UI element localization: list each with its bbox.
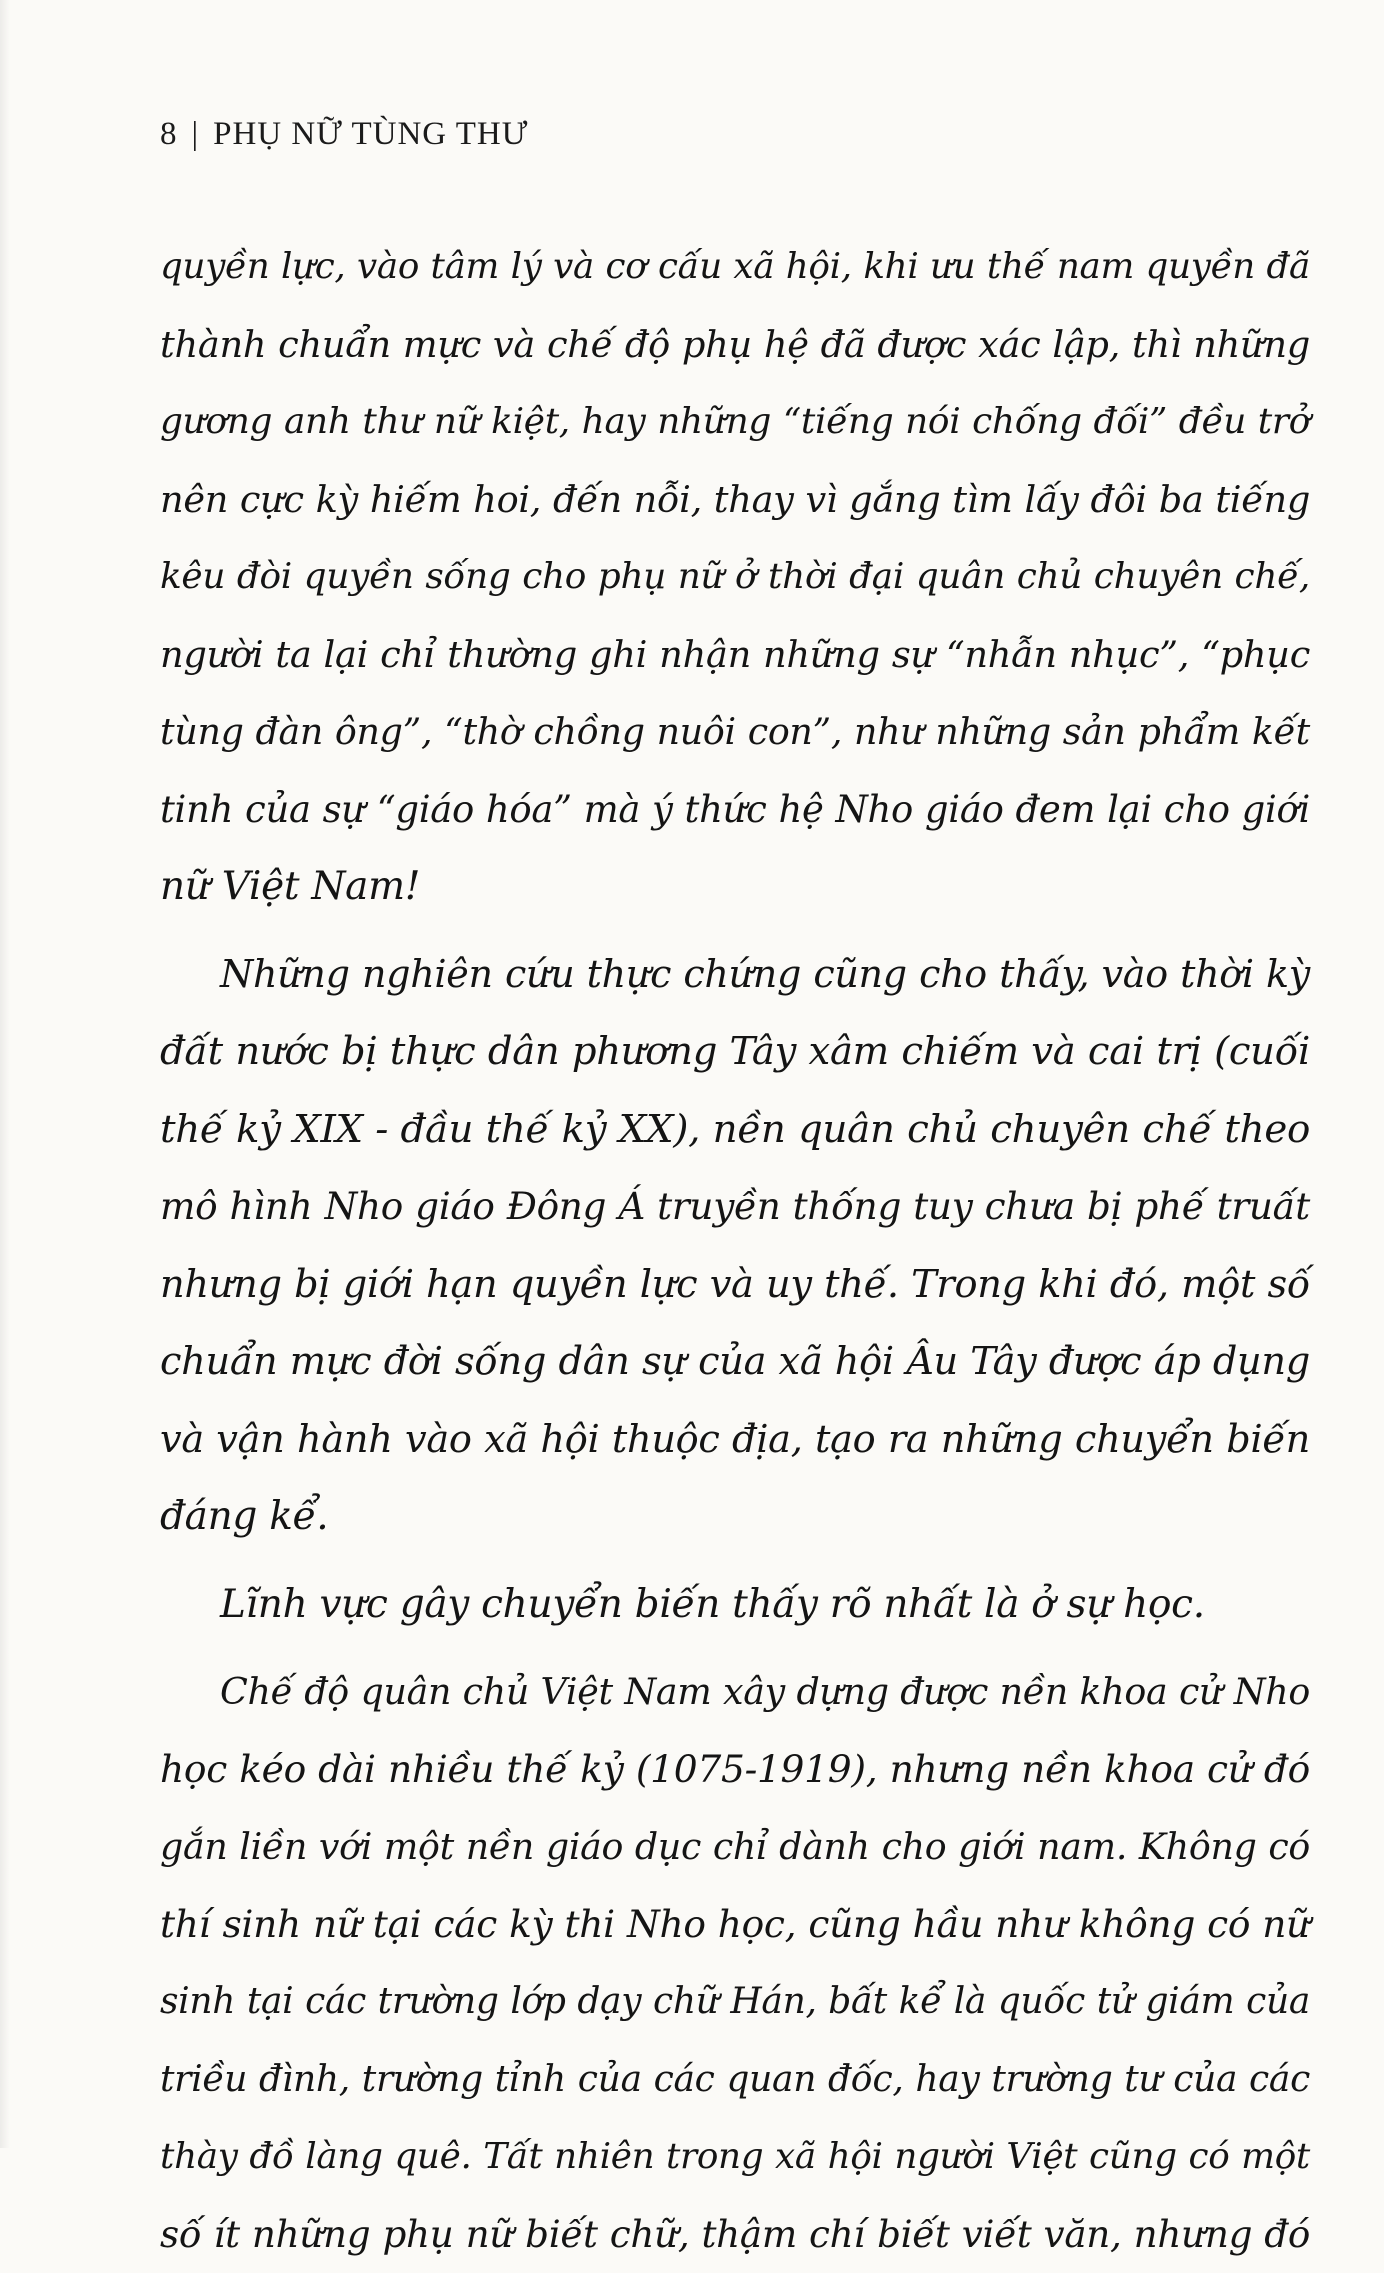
paragraph-3 bbox=[160, 1566, 1310, 1644]
paragraph-2 bbox=[160, 936, 1310, 1556]
paragraph-1 bbox=[160, 228, 1310, 926]
book-title: PHỤ NỮ TÙNG THƯ bbox=[213, 116, 528, 152]
text-line: và vận hành vào xã hội thuộc địa, tạo ra những chuyển biến bbox=[160, 1401, 1310, 1479]
text-line: Chế độ quân chủ Việt Nam xây dựng được nền khoa cử Nho bbox=[160, 1653, 1310, 1731]
text-line: số ít những phụ nữ biết chữ, thậm chí biết viết văn, nhưng đó bbox=[160, 2196, 1310, 2273]
text-line: chuẩn mực đời sống dân sự của xã hội Âu Tây được áp dụng bbox=[160, 1323, 1310, 1401]
running-header bbox=[160, 116, 528, 153]
text-line: thế kỷ XIX - đầu thế kỷ XX), nền quân chủ chuyên chế theo bbox=[160, 1091, 1310, 1169]
text-line: nữ Việt Nam! bbox=[160, 848, 1310, 926]
text-line: học kéo dài nhiều thế kỷ (1075-1919), nhưng nền khoa cử đó bbox=[160, 1731, 1310, 1809]
text-line: tinh của sự “giáo hóa” mà ý thức hệ Nho giáo đem lại cho giới bbox=[160, 771, 1310, 849]
text-line: mô hình Nho giáo Đông Á truyền thống tuy chưa bị phế truất bbox=[160, 1168, 1310, 1246]
text-line: Lĩnh vực gây chuyển biến thấy rõ nhất là ở sự học. bbox=[160, 1566, 1310, 1644]
text-line: gương anh thư nữ kiệt, hay những “tiếng nói chống đối” đều trở bbox=[160, 383, 1310, 461]
page-number: 8 bbox=[160, 116, 178, 152]
text-line: thí sinh nữ tại các kỳ thi Nho học, cũng hầu như không có nữ bbox=[160, 1886, 1310, 1964]
text-line: đất nước bị thực dân phương Tây xâm chiếm và cai trị (cuối bbox=[160, 1013, 1310, 1091]
text-line: nên cực kỳ hiếm hoi, đến nỗi, thay vì gắng tìm lấy đôi ba tiếng bbox=[160, 461, 1310, 539]
text-line: sinh tại các trường lớp dạy chữ Hán, bất kể là quốc tử giám của bbox=[160, 1963, 1310, 2041]
text-line: Những nghiên cứu thực chứng cũng cho thấy, vào thời kỳ bbox=[160, 936, 1310, 1014]
text-line: triều đình, trường tỉnh của các quan đốc, hay trường tư của các bbox=[160, 2041, 1310, 2119]
text-line: thành chuẩn mực và chế độ phụ hệ đã được xác lập, thì những bbox=[160, 306, 1310, 384]
text-line: người ta lại chỉ thường ghi nhận những sự “nhẫn nhục”, “phục bbox=[160, 616, 1310, 694]
text-line: thày đồ làng quê. Tất nhiên trong xã hội người Việt cũng có một bbox=[160, 2118, 1310, 2196]
text-line: kêu đòi quyền sống cho phụ nữ ở thời đại quân chủ chuyên chế, bbox=[160, 538, 1310, 616]
paragraph-4 bbox=[160, 1653, 1310, 2273]
text-line: nhưng bị giới hạn quyền lực và uy thế. Trong khi đó, một số bbox=[160, 1246, 1310, 1324]
body-text bbox=[160, 228, 1310, 2273]
text-line: gắn liền với một nền giáo dục chỉ dành cho giới nam. Không có bbox=[160, 1808, 1310, 1886]
text-line: tùng đàn ông”, “thờ chồng nuôi con”, như những sản phẩm kết bbox=[160, 693, 1310, 771]
text-line: đáng kể. bbox=[160, 1478, 1310, 1556]
header-separator: | bbox=[192, 116, 200, 153]
text-line: quyền lực, vào tâm lý và cơ cấu xã hội, khi ưu thế nam quyền đã bbox=[160, 228, 1310, 306]
